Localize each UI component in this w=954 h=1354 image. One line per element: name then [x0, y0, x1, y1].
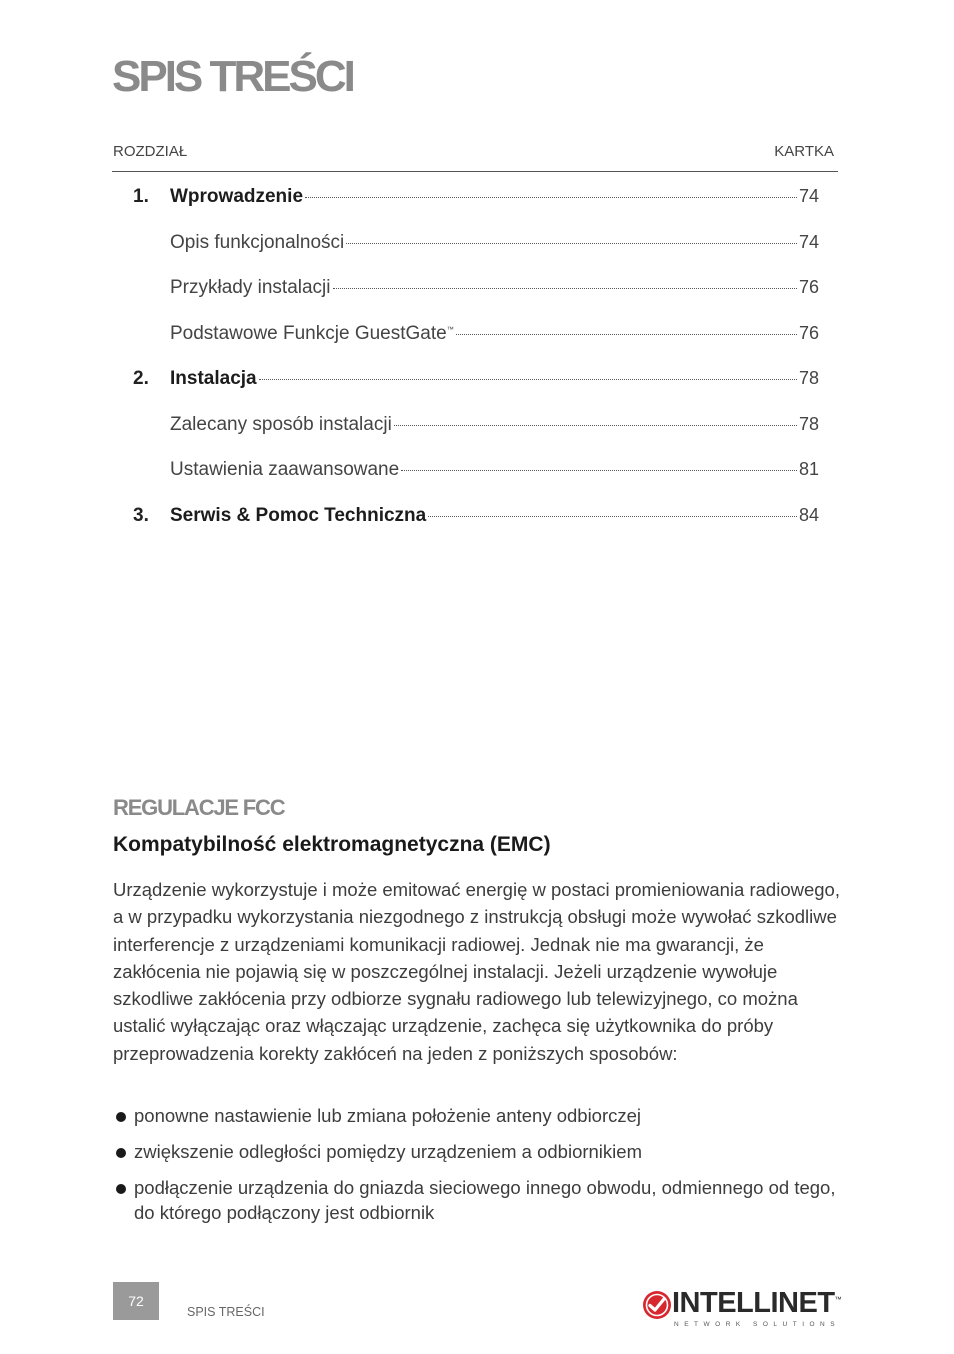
toc-entry[interactable] — [133, 323, 819, 349]
fcc-bullet-list — [113, 1103, 843, 1236]
toc-entry-number: 2. — [133, 368, 149, 389]
toc-entry-page: 78 — [798, 414, 819, 434]
toc-leader-dots — [401, 469, 797, 471]
toc-entry[interactable] — [133, 232, 819, 258]
toc-header — [113, 143, 834, 160]
footer-section-label: SPIS TREŚCI — [187, 1305, 265, 1319]
toc-entry-page: 76 — [798, 277, 819, 297]
list-item — [113, 1175, 843, 1225]
toc-entry-page: 74 — [798, 232, 819, 252]
fcc-paragraph: Urządzenie wykorzystuje i może emitować energię w postaci promieniowania radiowego, a w przypadku wykorzystania niezgodnego z instrukcją obsługi może wywołać szkodliwe interferencje z urządzeniami komunikacji radiowej. Jednak nie ma gwarancji, że zakłócenia nie pojawią się w poszczególnej instalacji. Jeżeli urządzenie wywołuje szkodliwe zakłócenia przy odbiorze sygnału radiowego lub telewizyjnego, co można ustalić wyłączając oraz włączając urządzenie, zachęca się użytkownika do próby przeprowadzenia korekty zakłóceń na jeden z poniższych sposobów: — [113, 879, 840, 1064]
toc-entry-label: Podstawowe Funkcje GuestGate™ — [170, 323, 454, 344]
toc-leader-dots — [394, 424, 797, 426]
trademark-symbol: ™ — [446, 326, 454, 334]
list-item-text: podłączenie urządzenia do gniazda sieciowego innego obwodu, odmiennego od tego, do którego podłączony jest odbiornik — [134, 1177, 836, 1223]
toc-entry[interactable] — [133, 414, 819, 440]
toc-entry-label: Serwis & Pomoc Techniczna — [170, 505, 427, 526]
toc-entry-number: 3. — [133, 505, 149, 526]
toc-entry-page: 78 — [798, 368, 819, 388]
toc-leader-dots — [456, 333, 797, 335]
toc-divider — [112, 171, 838, 172]
page-number-badge: 72 — [113, 1282, 159, 1320]
emc-subheading: Kompatybilność elektromagnetyczna (EMC) — [113, 833, 551, 856]
logo-tagline: NETWORK SOLUTIONS — [674, 1321, 841, 1328]
list-item-text: zwiększenie odległości pomiędzy urządzeniem a odbiornikiem — [134, 1141, 642, 1162]
toc-entry-label: Zalecany sposób instalacji — [170, 414, 392, 435]
toc-header-page: KARTKA — [774, 143, 834, 160]
intellinet-logo — [642, 1287, 847, 1332]
toc-leader-dots — [346, 242, 797, 244]
list-item-text: ponowne nastawienie lub zmiana położenie anteny odbiorczej — [134, 1105, 642, 1126]
bullet-icon — [116, 1148, 126, 1158]
bullet-icon — [116, 1112, 126, 1122]
toc-leader-dots — [428, 515, 797, 517]
toc-entry-page: 76 — [798, 323, 819, 343]
toc-entry-number: 1. — [133, 186, 149, 207]
fcc-heading: REGULACJE FCC — [113, 795, 285, 820]
logo-wordmark: INTELLINET™ — [672, 1287, 842, 1319]
toc-entry[interactable] — [133, 368, 819, 394]
list-item — [113, 1103, 843, 1128]
bullet-icon — [116, 1184, 126, 1194]
list-item — [113, 1139, 843, 1164]
toc-entry[interactable] — [133, 186, 819, 212]
toc-entry-label: Wprowadzenie — [170, 186, 304, 207]
page-title: SPIS TREŚCI — [112, 52, 353, 101]
toc-entry-label: Instalacja — [170, 368, 257, 389]
toc-entry[interactable] — [133, 277, 819, 303]
toc-entry-page: 81 — [798, 459, 819, 479]
toc-entry-page: 74 — [798, 186, 819, 206]
toc-header-chapter: ROZDZIAŁ — [113, 143, 188, 160]
toc-entry-label: Opis funkcjonalności — [170, 232, 345, 253]
toc-entry-label: Przykłady instalacji — [170, 277, 331, 298]
toc-leader-dots — [305, 196, 797, 198]
logo-check-icon — [642, 1290, 672, 1320]
toc-entry-label: Ustawienia zaawansowane — [170, 459, 400, 480]
toc-entry[interactable] — [133, 459, 819, 485]
toc-leader-dots — [333, 287, 797, 289]
toc-entry-page: 84 — [798, 505, 819, 525]
toc-leader-dots — [259, 378, 797, 380]
toc-entry[interactable] — [133, 505, 819, 531]
